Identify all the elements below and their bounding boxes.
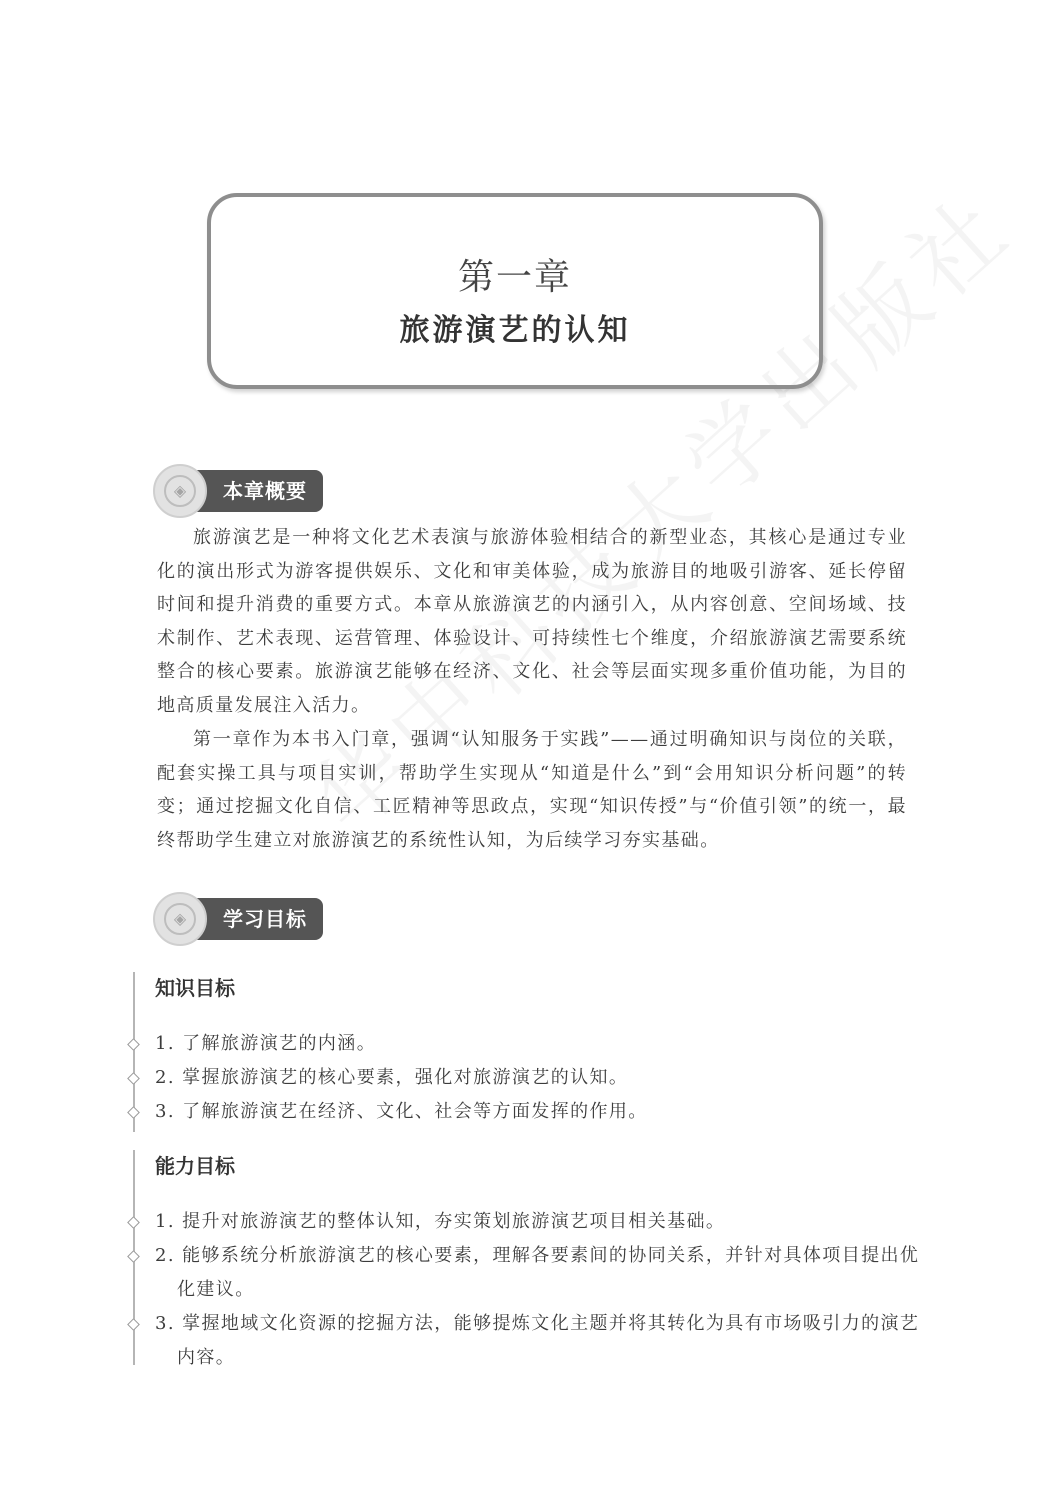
diamond-bullet-icon xyxy=(127,1106,140,1119)
summary-paragraph: 第一章作为本书入门章，强调“认知服务于实践”——通过明确知识与岗位的关联，配套实操工具与项目实训，帮助学生实现从“知道是什么”到“会用知识分析问题”的转变；通过挖掘文化自信、工匠精神等思政点，实现“知识传授”与“价值引领”的统一，最终帮助学生建立对旅游演艺的系统性认知，为后续学习夯实基础。 xyxy=(157,729,907,851)
summary-paragraph: 旅游演艺是一种将文化艺术表演与旅游体验相结合的新型业态，其核心是通过专业化的演出形式为游客提供娱乐、文化和审美体验，成为旅游目的地吸引游客、延长停留时间和提升消费的重要方式。本章从旅游演艺的内涵引入，从内容创意、空间场域、技术制作、艺术表现、运营管理、体验设计、可持续性七个维度，介绍旅游演艺需要系统整合的核心要素。旅游演艺能够在经济、文化、社会等层面实现多重价值功能，为目的地高质量发展注入活力。 xyxy=(157,527,907,716)
chapter-number: 第一章 xyxy=(457,257,572,298)
diamond-bullet-icon xyxy=(127,1318,140,1331)
ability-objectives-heading: 能力目标 xyxy=(155,1154,235,1178)
diamond-bullet-icon xyxy=(127,1038,140,1051)
diamond-bullet-icon xyxy=(127,1072,140,1085)
list-item: 1. 提升对旅游演艺的整体认知，夯实策划旅游演艺项目相关基础。 xyxy=(155,1211,726,1232)
summary-heading: 本章概要 xyxy=(195,470,323,512)
list-item: 1. 了解旅游演艺的内涵。 xyxy=(155,1033,377,1054)
knowledge-objectives-heading: 知识目标 xyxy=(155,976,235,1000)
chapter-title-box xyxy=(207,193,823,389)
seal-icon: ◈ xyxy=(153,892,207,946)
list-item: 2. 能够系统分析旅游演艺的核心要素，理解各要素间的协同关系，并针对具体项目提出优化建议。 xyxy=(155,1245,920,1300)
summary-section-header xyxy=(153,464,353,520)
diamond-bullet-icon xyxy=(127,1250,140,1263)
list-item: 3. 了解旅游演艺在经济、文化、社会等方面发挥的作用。 xyxy=(155,1101,648,1122)
diamond-bullet-icon xyxy=(127,1216,140,1229)
list-item: 2. 掌握旅游演艺的核心要素，强化对旅游演艺的认知。 xyxy=(155,1067,629,1088)
chapter-title: 旅游演艺的认知 xyxy=(399,313,631,348)
objectives-heading: 学习目标 xyxy=(195,898,323,940)
objectives-section-header xyxy=(153,892,353,948)
ability-objectives xyxy=(133,1150,920,1368)
list-item: 3. 掌握地域文化资源的挖掘方法，能够提炼文化主题并将其转化为具有市场吸引力的演艺内容。 xyxy=(155,1313,920,1368)
knowledge-objectives xyxy=(133,972,913,1132)
seal-icon: ◈ xyxy=(153,464,207,518)
